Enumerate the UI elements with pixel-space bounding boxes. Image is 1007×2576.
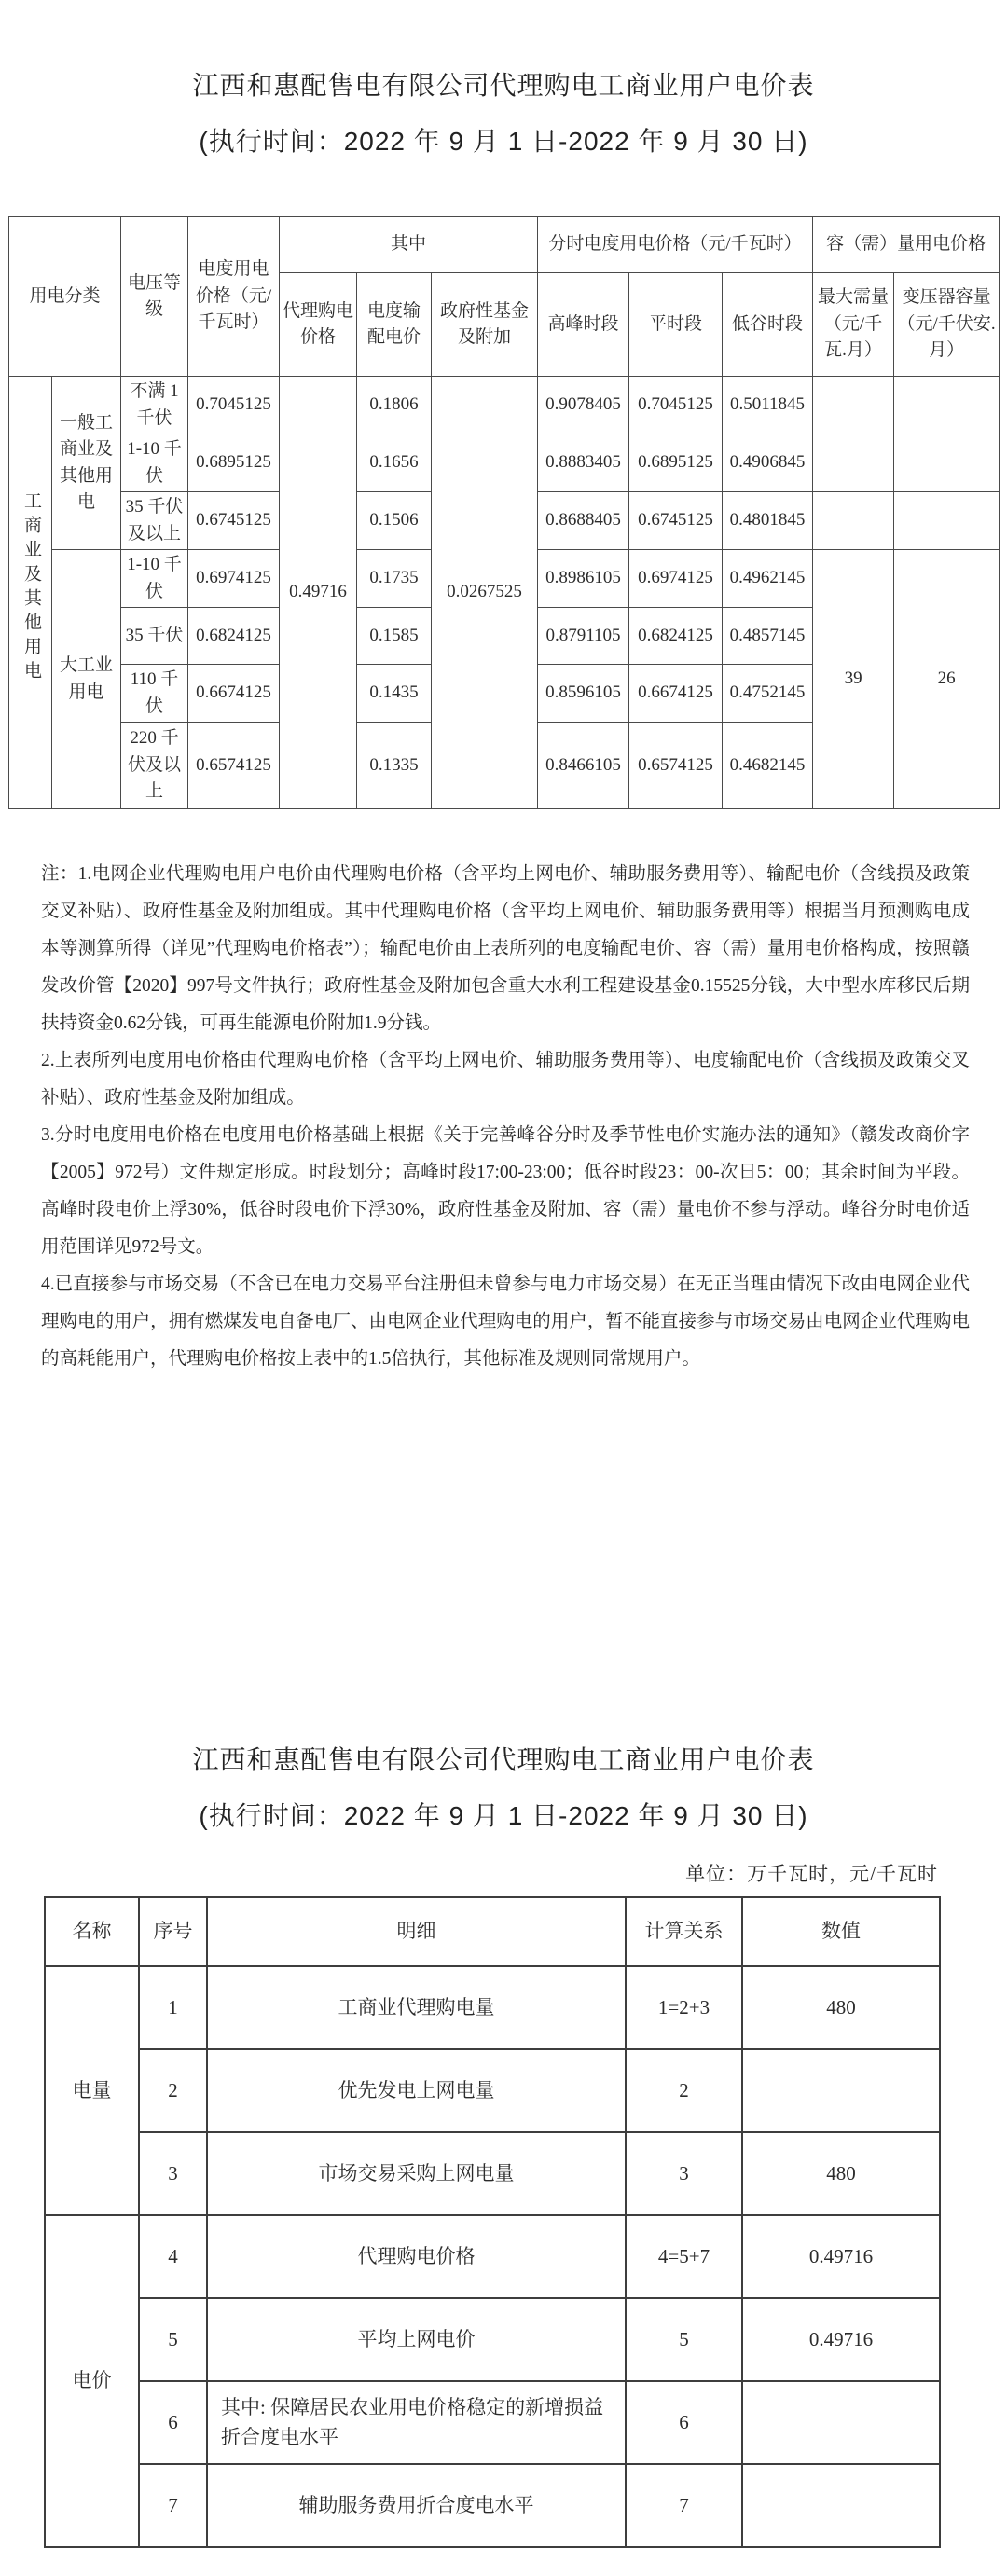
valley-price-cell: 0.4752145 — [723, 665, 813, 723]
relation-cell: 5 — [626, 2298, 742, 2381]
page-title: 江西和惠配售电有限公司代理购电工商业用户电价表 — [192, 71, 815, 100]
energy-price-cell: 0.6674125 — [188, 665, 280, 723]
transmission-price-cell: 0.1585 — [357, 608, 432, 665]
peak-price-cell: 0.8986105 — [538, 550, 629, 608]
header-tou-price-group: 分时电度用电价格（元/千瓦时） — [538, 217, 813, 273]
page-subtitle: (执行时间：2022 年 9 月 1 日-2022 年 9 月 30 日) — [199, 127, 808, 156]
section2-title: 江西和惠配售电有限公司代理购电工商业用户电价表 — [192, 1745, 815, 1774]
voltage-cell: 1-10 千伏 — [121, 434, 188, 492]
header-agent-purchase-price: 代理购电价格 — [280, 273, 357, 377]
footnote-2: 2.上表所列电度用电价格由代理购电价格（含平均上网电价、辅助服务费用等）、电度输配电价（含线损及政策交叉补贴）、政府性基金及附加组成。 — [41, 1051, 970, 1108]
section2-subtitle: (执行时间：2022 年 9 月 1 日-2022 年 9 月 30 日) — [199, 1801, 808, 1830]
transmission-price-cell: 0.1735 — [357, 550, 432, 608]
energy-price-cell: 0.6895125 — [188, 434, 280, 492]
flat-price-cell: 0.6674125 — [629, 665, 723, 723]
energy-price-cell: 0.6745125 — [188, 492, 280, 550]
voltage-cell: 不满 1 千伏 — [121, 377, 188, 434]
transformer-capacity-cell — [894, 434, 1000, 492]
value-cell: 0.49716 — [742, 2298, 940, 2381]
unit-note: 单位：万千瓦时，元/千瓦时 — [685, 1863, 938, 1885]
value-cell — [742, 2381, 940, 2464]
voltage-cell: 35 千伏 — [121, 608, 188, 665]
flat-price-cell: 0.6824125 — [629, 608, 723, 665]
max-demand-cell — [813, 377, 894, 434]
detail-cell: 代理购电价格 — [207, 2215, 626, 2298]
peak-price-cell: 0.8466105 — [538, 723, 629, 809]
seq-cell: 6 — [139, 2381, 207, 2464]
max-demand-value-cell: 39 — [813, 550, 894, 809]
max-demand-cell — [813, 492, 894, 550]
detail-cell: 其中: 保障居民农业用电价格稳定的新增损益折合度电水平 — [207, 2381, 626, 2464]
valley-price-cell: 0.4801845 — [723, 492, 813, 550]
flat-price-cell: 0.6574125 — [629, 723, 723, 809]
gov-fund-surcharge-cell: 0.0267525 — [432, 377, 538, 809]
max-demand-cell — [813, 434, 894, 492]
flat-price-cell: 0.7045125 — [629, 377, 723, 434]
valley-price-cell: 0.4906845 — [723, 434, 813, 492]
bottom-spacer — [0, 2548, 1007, 2576]
peak-price-cell: 0.8688405 — [538, 492, 629, 550]
header-detail: 明细 — [207, 1897, 626, 1966]
header-name: 名称 — [45, 1897, 139, 1966]
detail-cell: 平均上网电价 — [207, 2298, 626, 2381]
commercial-price-table — [8, 216, 1000, 809]
voltage-cell: 220 千伏及以上 — [121, 723, 188, 809]
value-cell: 480 — [742, 1966, 940, 2049]
voltage-cell: 110 千伏 — [121, 665, 188, 723]
detail-cell: 市场交易采购上网电量 — [207, 2132, 626, 2215]
voltage-cell: 35 千伏及以上 — [121, 492, 188, 550]
seq-cell: 5 — [139, 2298, 207, 2381]
valley-price-cell: 0.5011845 — [723, 377, 813, 434]
footnote-3: 3.分时电度用电价格在电度用电价格基础上根据《关于完善峰谷分时及季节性电价实施办法的通知》（赣发改商价字【2005】972号）文件规定形成。时段划分；高峰时段17:00-23:00；低谷时段23：00-次日5：00；其余时间为平段。高峰时段电价上浮30%，低谷时段电价下浮30%，政府性基金及附加、容（需）量电价不参与浮动。峰谷分时电价适用范围详见972号文。 — [41, 1125, 970, 1257]
detail-cell: 辅助服务费用折合度电水平 — [207, 2464, 626, 2547]
agent-purchase-price-cell: 0.49716 — [280, 377, 357, 809]
header-gov-fund-surcharge: 政府性基金及附加 — [432, 273, 538, 377]
flat-price-cell: 0.6895125 — [629, 434, 723, 492]
value-cell — [742, 2464, 940, 2547]
category-cell — [9, 377, 52, 809]
transmission-price-cell: 0.1656 — [357, 434, 432, 492]
seq-cell: 7 — [139, 2464, 207, 2547]
peak-price-cell: 0.8791105 — [538, 608, 629, 665]
header-transmission-price: 电度输配电价 — [357, 273, 432, 377]
transmission-price-cell: 0.1335 — [357, 723, 432, 809]
valley-price-cell: 0.4682145 — [723, 723, 813, 809]
value-cell: 480 — [742, 2132, 940, 2215]
voltage-cell: 1-10 千伏 — [121, 550, 188, 608]
detail-cell: 优先发电上网电量 — [207, 2049, 626, 2132]
header-max-demand: 最大需量（元/千瓦.月） — [813, 273, 894, 377]
relation-cell: 7 — [626, 2464, 742, 2547]
detail-cell: 工商业代理购电量 — [207, 1966, 626, 2049]
transmission-price-cell: 0.1435 — [357, 665, 432, 723]
transmission-price-cell: 0.1506 — [357, 492, 432, 550]
transmission-price-cell: 0.1806 — [357, 377, 432, 434]
energy-price-cell: 0.7045125 — [188, 377, 280, 434]
category-label: 工商业及其他用电 — [21, 490, 41, 685]
header-among-which: 其中 — [280, 217, 538, 273]
flat-price-cell: 0.6974125 — [629, 550, 723, 608]
energy-price-cell: 0.6574125 — [188, 723, 280, 809]
value-cell: 0.49716 — [742, 2215, 940, 2298]
footnote-4: 4.已直接参与市场交易（不含已在电力交易平台注册但未曾参与电力市场交易）在无正当理由情况下改由电网企业代理购电的用户，拥有燃煤发电自备电厂、由电网企业代理购电的用户，暂不能直接参与市场交易由电网企业代理购电的高耗能用户，代理购电价格按上表中的1.5倍执行，其他标准及规则同常规用户。 — [41, 1274, 970, 1369]
group-large-industry-cell: 大工业用电 — [52, 550, 121, 809]
relation-cell: 4=5+7 — [626, 2215, 742, 2298]
relation-cell: 2 — [626, 2049, 742, 2132]
seq-cell: 2 — [139, 2049, 207, 2132]
footnotes — [41, 856, 970, 1378]
header-value: 数值 — [742, 1897, 940, 1966]
relation-cell: 1=2+3 — [626, 1966, 742, 2049]
transformer-capacity-cell — [894, 377, 1000, 434]
header-transformer-capacity: 变压器容量（元/千伏安.月） — [894, 273, 1000, 377]
header-flat-period: 平时段 — [629, 273, 723, 377]
relation-cell: 3 — [626, 2132, 742, 2215]
header-valley-period: 低谷时段 — [723, 273, 813, 377]
group-electricity-price-cell: 电价 — [45, 2215, 139, 2547]
flat-price-cell: 0.6745125 — [629, 492, 723, 550]
header-peak-period: 高峰时段 — [538, 273, 629, 377]
seq-cell: 1 — [139, 1966, 207, 2049]
value-cell — [742, 2049, 940, 2132]
seq-cell: 4 — [139, 2215, 207, 2298]
valley-price-cell: 0.4857145 — [723, 608, 813, 665]
group-electricity-volume-cell: 电量 — [45, 1966, 139, 2215]
header-seq: 序号 — [139, 1897, 207, 1966]
relation-cell: 6 — [626, 2381, 742, 2464]
group-general-commercial-cell: 一般工商业及其他用电 — [52, 377, 121, 550]
header-capacity-price-group: 容（需）量用电价格 — [813, 217, 1000, 273]
seq-cell: 3 — [139, 2132, 207, 2215]
calculation-table — [44, 1896, 941, 2548]
footnote-1: 注：1.电网企业代理购电用户电价由代理购电价格（含平均上网电价、辅助服务费用等）、输配电价（含线损及政策交叉补贴）、政府性基金及附加组成。其中代理购电价格（含平均上网电价、辅助服务费用等）根据当月预测购电成本等测算所得（详见”代理购电价格表”）；输配电价由上表所列的电度输配电价、容（需）量用电价格构成，按照赣发改价管【2020】997号文件执行；政府性基金及附加包含重大水利工程建设基金0.15525分钱，大中型水库移民后期扶持资金0.62分钱，可再生能源电价附加1.9分钱。 — [41, 864, 970, 1033]
header-voltage-level: 电压等级 — [121, 217, 188, 377]
peak-price-cell: 0.8596105 — [538, 665, 629, 723]
energy-price-cell: 0.6974125 — [188, 550, 280, 608]
header-energy-price: 电度用电价格（元/千瓦时） — [188, 217, 280, 377]
peak-price-cell: 0.8883405 — [538, 434, 629, 492]
energy-price-cell: 0.6824125 — [188, 608, 280, 665]
peak-price-cell: 0.9078405 — [538, 377, 629, 434]
valley-price-cell: 0.4962145 — [723, 550, 813, 608]
transformer-capacity-value-cell: 26 — [894, 550, 1000, 809]
header-relation: 计算关系 — [626, 1897, 742, 1966]
header-usage-category: 用电分类 — [9, 217, 121, 377]
transformer-capacity-cell — [894, 492, 1000, 550]
